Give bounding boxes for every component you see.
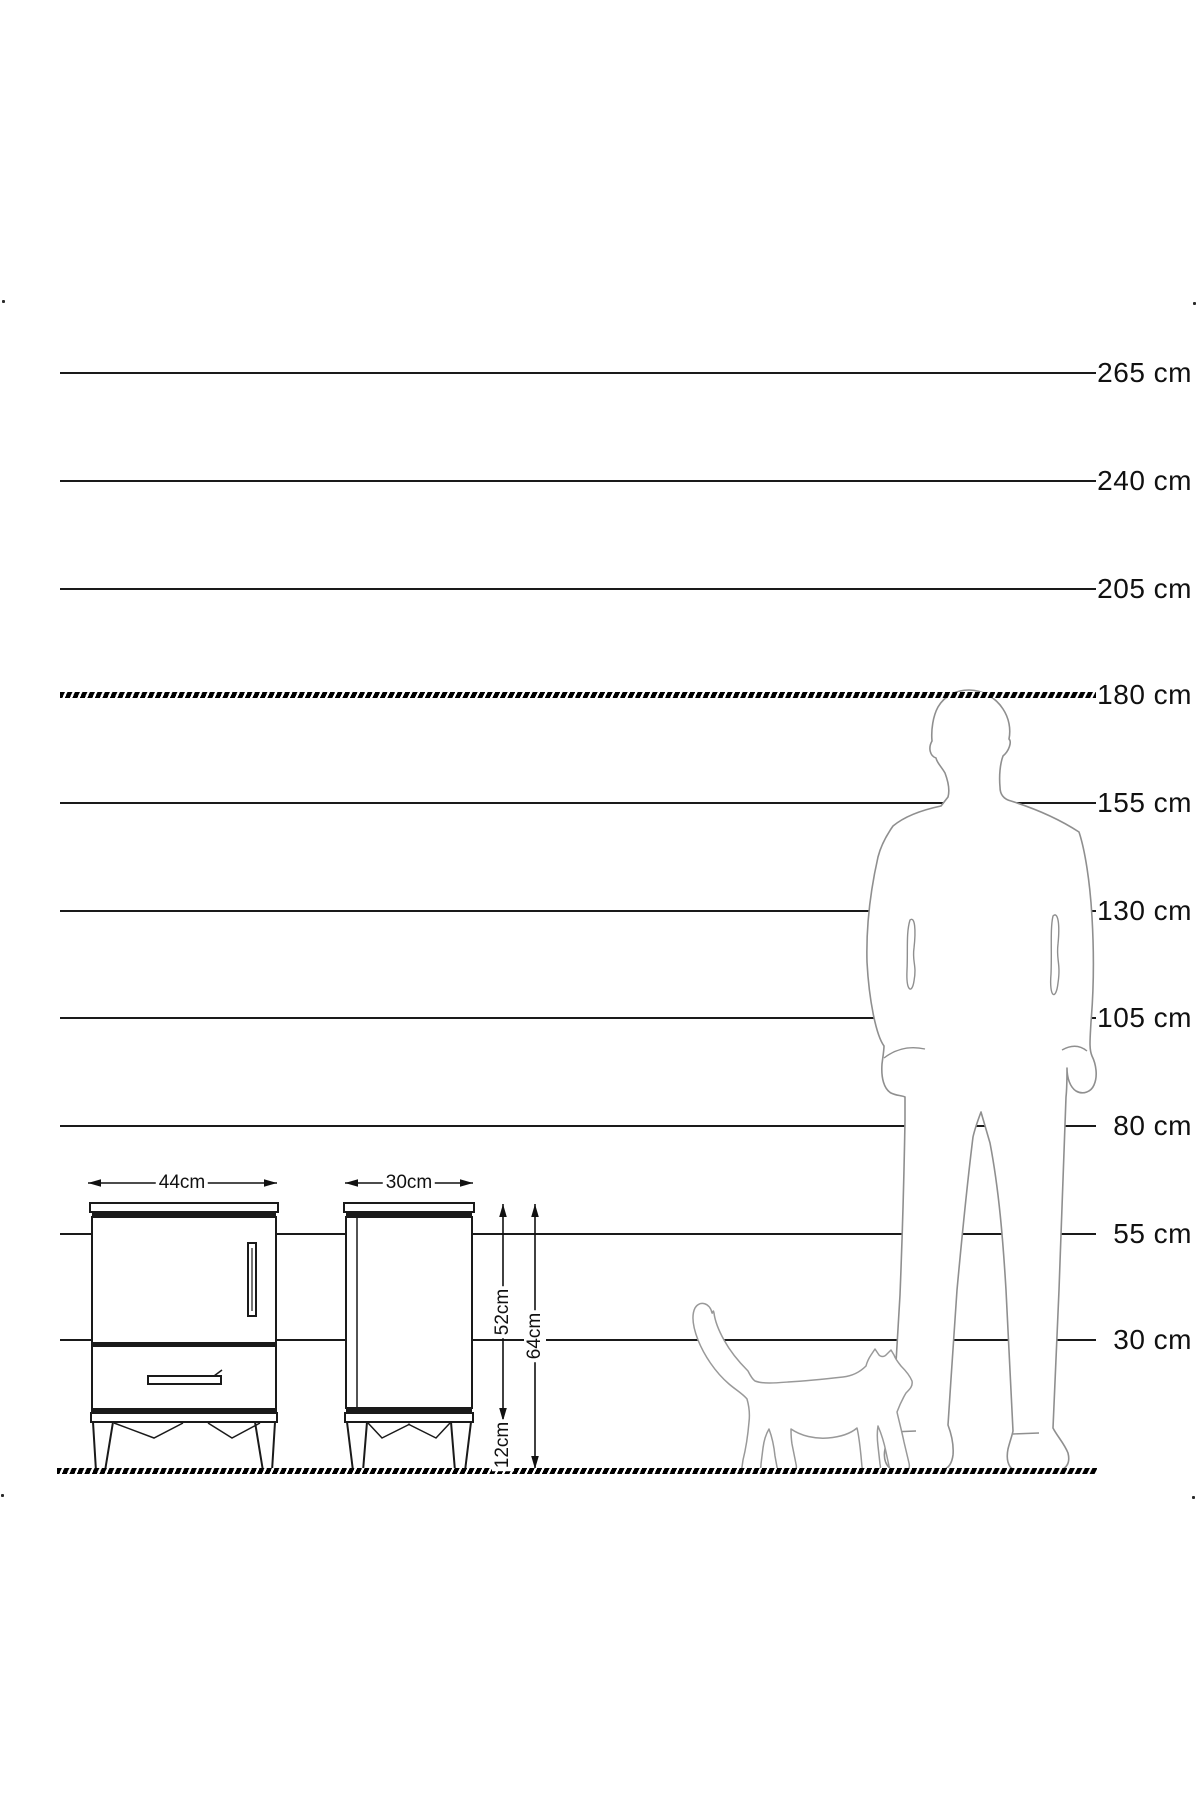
cabinet-front-view	[90, 1203, 278, 1471]
scale-label-180: 180 cm	[1097, 679, 1192, 710]
artifact-dot	[1, 1494, 4, 1497]
artifact-dot	[2, 300, 5, 303]
reference-line-180cm	[60, 692, 1096, 698]
scale-label-30: 30 cm	[1113, 1324, 1192, 1355]
scale-label-130: 130 cm	[1097, 895, 1192, 926]
scale-label-155: 155 cm	[1097, 787, 1192, 818]
cabinet-side-view	[344, 1203, 474, 1471]
dimension-label-total-height: 64cm	[524, 1310, 546, 1362]
scale-label-205: 205 cm	[1097, 573, 1192, 604]
scale-label-105: 105 cm	[1097, 1002, 1192, 1033]
ground-line	[57, 1468, 1097, 1474]
cabinet-front-legs	[93, 1422, 275, 1471]
scale-label-240: 240 cm	[1097, 465, 1192, 496]
artifact-dot	[1193, 302, 1196, 305]
scale-label-80: 80 cm	[1113, 1110, 1192, 1141]
dimension-label-body-height: 52cm	[492, 1286, 514, 1338]
cabinet-side-legs	[347, 1422, 471, 1471]
scale-label-55: 55 cm	[1113, 1218, 1192, 1249]
dimension-label-front-width: 44cm	[156, 1172, 208, 1194]
scale-label-265: 265 cm	[1097, 357, 1192, 388]
dimension-label-side-width: 30cm	[383, 1172, 435, 1194]
dimension-label-leg-height: 12cm	[492, 1419, 514, 1471]
artifact-dot	[1192, 1496, 1195, 1499]
man-silhouette	[867, 690, 1096, 1470]
cat-silhouette	[693, 1303, 912, 1471]
door-handle	[248, 1243, 256, 1316]
